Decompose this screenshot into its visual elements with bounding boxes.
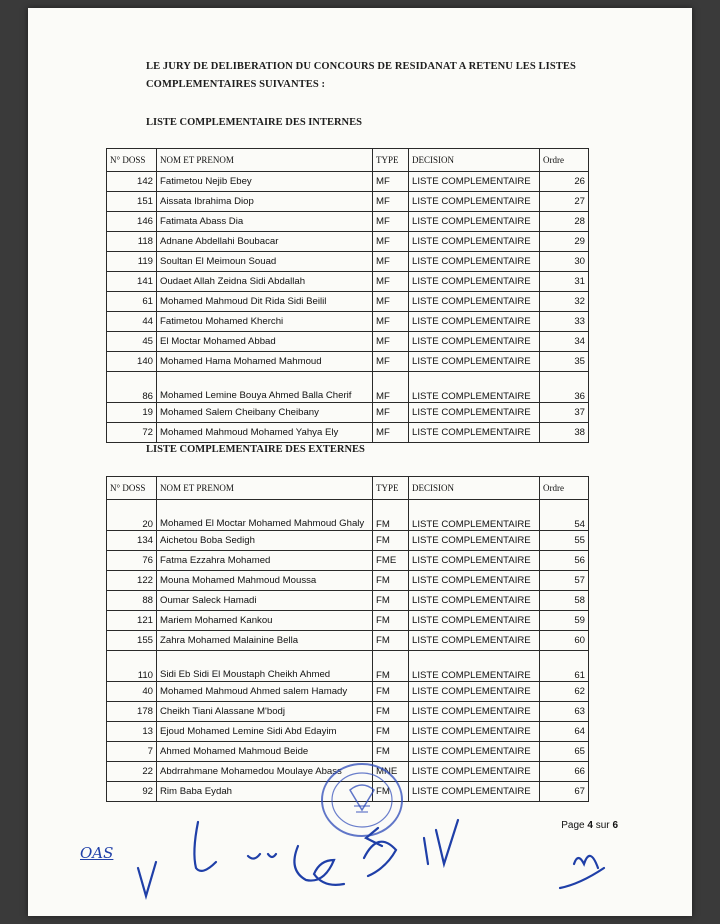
cell-name: Cheikh Tiani Alassane M'bodj <box>157 702 373 722</box>
cell-type: FM <box>373 722 409 742</box>
cell-ordre: 32 <box>540 292 589 312</box>
cell-doss: 86 <box>107 372 157 403</box>
cell-ordre: 58 <box>540 591 589 611</box>
table-header-row <box>107 149 589 172</box>
cell-decision: LISTE COMPLEMENTAIRE <box>409 591 540 611</box>
header-type: TYPE <box>373 149 409 172</box>
cell-doss: 110 <box>107 651 157 682</box>
cell-ordre: 61 <box>540 651 589 682</box>
table-row <box>107 403 589 423</box>
table-row <box>107 742 589 762</box>
cell-decision: LISTE COMPLEMENTAIRE <box>409 702 540 722</box>
cell-ordre: 64 <box>540 722 589 742</box>
cell-name: Mohamed Mahmoud Mohamed Yahya Ely <box>157 423 373 443</box>
cell-doss: 45 <box>107 332 157 352</box>
externes-table <box>106 476 589 802</box>
cell-ordre: 54 <box>540 500 589 531</box>
cell-doss: 13 <box>107 722 157 742</box>
cell-name: Oumar Saleck Hamadi <box>157 591 373 611</box>
cell-doss: 20 <box>107 500 157 531</box>
cell-type: MF <box>373 352 409 372</box>
cell-decision: LISTE COMPLEMENTAIRE <box>409 762 540 782</box>
cell-type: FM <box>373 742 409 762</box>
cell-decision: LISTE COMPLEMENTAIRE <box>409 742 540 762</box>
table-row <box>107 722 589 742</box>
internes-table <box>106 148 589 443</box>
cell-ordre: 34 <box>540 332 589 352</box>
cell-doss: 22 <box>107 762 157 782</box>
cell-decision: LISTE COMPLEMENTAIRE <box>409 292 540 312</box>
cell-type: MF <box>373 172 409 192</box>
cell-type: FM <box>373 702 409 722</box>
cell-type: FM <box>373 571 409 591</box>
table-row <box>107 500 589 531</box>
table-row <box>107 651 589 682</box>
cell-type: FME <box>373 551 409 571</box>
cell-type: MF <box>373 403 409 423</box>
cell-type: FM <box>373 531 409 551</box>
cell-name: Ahmed Mohamed Mahmoud Beide <box>157 742 373 762</box>
cell-name: Mohamed Mahmoud Ahmed salem Hamady <box>157 682 373 702</box>
table-row <box>107 551 589 571</box>
header-ordre: Ordre <box>540 477 589 500</box>
cell-ordre: 33 <box>540 312 589 332</box>
cell-ordre: 60 <box>540 631 589 651</box>
cell-type: MF <box>373 212 409 232</box>
cell-doss: 142 <box>107 172 157 192</box>
cell-ordre: 67 <box>540 782 589 802</box>
table-row <box>107 423 589 443</box>
cell-name: Fatimetou Mohamed Kherchi <box>157 312 373 332</box>
cell-name: Mohamed Hama Mohamed Mahmoud <box>157 352 373 372</box>
table-header-row <box>107 477 589 500</box>
cell-decision: LISTE COMPLEMENTAIRE <box>409 403 540 423</box>
cell-decision: LISTE COMPLEMENTAIRE <box>409 551 540 571</box>
cell-ordre: 57 <box>540 571 589 591</box>
header-doss: N° DOSS <box>107 149 157 172</box>
cell-decision: LISTE COMPLEMENTAIRE <box>409 500 540 531</box>
cell-name: Fatimetou Nejib Ebey <box>157 172 373 192</box>
cell-doss: 146 <box>107 212 157 232</box>
cell-ordre: 35 <box>540 352 589 372</box>
cell-doss: 141 <box>107 272 157 292</box>
cell-name: Mohamed Mahmoud Dit Rida Sidi Beilil <box>157 292 373 312</box>
cell-type: FM <box>373 682 409 702</box>
cell-decision: LISTE COMPLEMENTAIRE <box>409 312 540 332</box>
cell-type: FM <box>373 500 409 531</box>
cell-decision: LISTE COMPLEMENTAIRE <box>409 611 540 631</box>
table-row <box>107 682 589 702</box>
cell-doss: 118 <box>107 232 157 252</box>
cell-decision: LISTE COMPLEMENTAIRE <box>409 232 540 252</box>
table-row <box>107 531 589 551</box>
cell-name: Mouna Mohamed Mahmoud Moussa <box>157 571 373 591</box>
cell-ordre: 37 <box>540 403 589 423</box>
cell-name: Soultan El Meimoun Souad <box>157 252 373 272</box>
cell-name: El Moctar Mohamed Abbad <box>157 332 373 352</box>
internes-section-title: LISTE COMPLEMENTAIRE DES INTERNES <box>146 117 362 128</box>
cell-ordre: 55 <box>540 531 589 551</box>
cell-doss: 122 <box>107 571 157 591</box>
cell-name: Aissata Ibrahima Diop <box>157 192 373 212</box>
cell-ordre: 36 <box>540 372 589 403</box>
cell-name: Rim Baba Eydah <box>157 782 373 802</box>
cell-type: FM <box>373 651 409 682</box>
cell-doss: 119 <box>107 252 157 272</box>
document-heading <box>146 58 606 94</box>
cell-decision: LISTE COMPLEMENTAIRE <box>409 172 540 192</box>
cell-decision: LISTE COMPLEMENTAIRE <box>409 682 540 702</box>
table-row <box>107 372 589 403</box>
cell-decision: LISTE COMPLEMENTAIRE <box>409 192 540 212</box>
cell-doss: 61 <box>107 292 157 312</box>
cell-doss: 178 <box>107 702 157 722</box>
cell-ordre: 62 <box>540 682 589 702</box>
table-row <box>107 332 589 352</box>
cell-decision: LISTE COMPLEMENTAIRE <box>409 782 540 802</box>
cell-name: Fatimata Abass Dia <box>157 212 373 232</box>
cell-name: Mohamed El Moctar Mohamed Mahmoud Ghaly <box>157 500 373 531</box>
cell-ordre: 59 <box>540 611 589 631</box>
cell-type: MF <box>373 372 409 403</box>
table-row <box>107 172 589 192</box>
table-row <box>107 272 589 292</box>
cell-ordre: 27 <box>540 192 589 212</box>
cell-doss: 44 <box>107 312 157 332</box>
cell-doss: 151 <box>107 192 157 212</box>
cell-ordre: 66 <box>540 762 589 782</box>
cell-doss: 76 <box>107 551 157 571</box>
cell-type: MNE <box>373 762 409 782</box>
cell-decision: LISTE COMPLEMENTAIRE <box>409 571 540 591</box>
cell-doss: 121 <box>107 611 157 631</box>
cell-decision: LISTE COMPLEMENTAIRE <box>409 631 540 651</box>
cell-name: Zahra Mohamed Malainine Bella <box>157 631 373 651</box>
cell-type: FM <box>373 631 409 651</box>
cell-ordre: 31 <box>540 272 589 292</box>
cell-name: Oudaet Allah Zeidna Sidi Abdallah <box>157 272 373 292</box>
cell-type: MF <box>373 192 409 212</box>
table-row <box>107 702 589 722</box>
table-row <box>107 212 589 232</box>
cell-type: MF <box>373 312 409 332</box>
document-page <box>28 8 692 916</box>
cell-type: MF <box>373 332 409 352</box>
cell-doss: 40 <box>107 682 157 702</box>
cell-decision: LISTE COMPLEMENTAIRE <box>409 531 540 551</box>
header-name: NOM ET PRENOM <box>157 149 373 172</box>
cell-ordre: 56 <box>540 551 589 571</box>
table-row <box>107 232 589 252</box>
cell-doss: 140 <box>107 352 157 372</box>
cell-ordre: 29 <box>540 232 589 252</box>
cell-doss: 88 <box>107 591 157 611</box>
cell-doss: 92 <box>107 782 157 802</box>
table-row <box>107 292 589 312</box>
table-row <box>107 591 589 611</box>
cell-name: Aichetou Boba Sedigh <box>157 531 373 551</box>
externes-section-title: LISTE COMPLEMENTAIRE DES EXTERNES <box>146 444 365 455</box>
cell-doss: 7 <box>107 742 157 762</box>
heading-line-2: COMPLEMENTAIRES SUIVANTES : <box>146 79 326 90</box>
cell-decision: LISTE COMPLEMENTAIRE <box>409 272 540 292</box>
cell-doss: 155 <box>107 631 157 651</box>
cell-decision: LISTE COMPLEMENTAIRE <box>409 722 540 742</box>
cell-decision: LISTE COMPLEMENTAIRE <box>409 423 540 443</box>
cell-name: Mohamed Salem Cheibany Cheibany <box>157 403 373 423</box>
table-row <box>107 611 589 631</box>
cell-decision: LISTE COMPLEMENTAIRE <box>409 332 540 352</box>
cell-type: FM <box>373 591 409 611</box>
page-number: Page 4 sur 6 <box>561 820 618 831</box>
cell-ordre: 30 <box>540 252 589 272</box>
cell-type: MF <box>373 423 409 443</box>
table-row <box>107 252 589 272</box>
cell-name: Mohamed Lemine Bouya Ahmed Balla Cherif <box>157 372 373 403</box>
cell-ordre: 65 <box>540 742 589 762</box>
table-row <box>107 192 589 212</box>
header-name: NOM ET PRENOM <box>157 477 373 500</box>
cell-ordre: 38 <box>540 423 589 443</box>
header-decision: DECISION <box>409 477 540 500</box>
cell-type: FM <box>373 782 409 802</box>
cell-type: MF <box>373 232 409 252</box>
header-type: TYPE <box>373 477 409 500</box>
cell-name: Abdrrahmane Mohamedou Moulaye Abass <box>157 762 373 782</box>
cell-decision: LISTE COMPLEMENTAIRE <box>409 352 540 372</box>
cell-decision: LISTE COMPLEMENTAIRE <box>409 252 540 272</box>
cell-decision: LISTE COMPLEMENTAIRE <box>409 212 540 232</box>
table-row <box>107 571 589 591</box>
cell-name: Sidi Eb Sidi El Moustaph Cheikh Ahmed <box>157 651 373 682</box>
table-row <box>107 312 589 332</box>
cell-type: FM <box>373 611 409 631</box>
cell-name: Mariem Mohamed Kankou <box>157 611 373 631</box>
cell-type: MF <box>373 292 409 312</box>
cell-ordre: 63 <box>540 702 589 722</box>
cell-decision: LISTE COMPLEMENTAIRE <box>409 372 540 403</box>
cell-ordre: 28 <box>540 212 589 232</box>
table-row <box>107 631 589 651</box>
heading-line-1: LE JURY DE DELIBERATION DU CONCOURS DE RESIDANAT A RETENU LES LISTES <box>146 61 576 72</box>
cell-type: MF <box>373 252 409 272</box>
cell-type: MF <box>373 272 409 292</box>
cell-doss: 134 <box>107 531 157 551</box>
cell-ordre: 26 <box>540 172 589 192</box>
cell-doss: 19 <box>107 403 157 423</box>
header-ordre: Ordre <box>540 149 589 172</box>
cell-name: Ejoud Mohamed Lemine Sidi Abd Edayim <box>157 722 373 742</box>
cell-doss: 72 <box>107 423 157 443</box>
header-doss: N° DOSS <box>107 477 157 500</box>
header-decision: DECISION <box>409 149 540 172</box>
handwritten-initials: OAS <box>80 844 114 862</box>
cell-name: Adnane Abdellahi Boubacar <box>157 232 373 252</box>
cell-decision: LISTE COMPLEMENTAIRE <box>409 651 540 682</box>
table-row <box>107 352 589 372</box>
signatures-icon <box>128 808 608 908</box>
cell-name: Fatma Ezzahra Mohamed <box>157 551 373 571</box>
